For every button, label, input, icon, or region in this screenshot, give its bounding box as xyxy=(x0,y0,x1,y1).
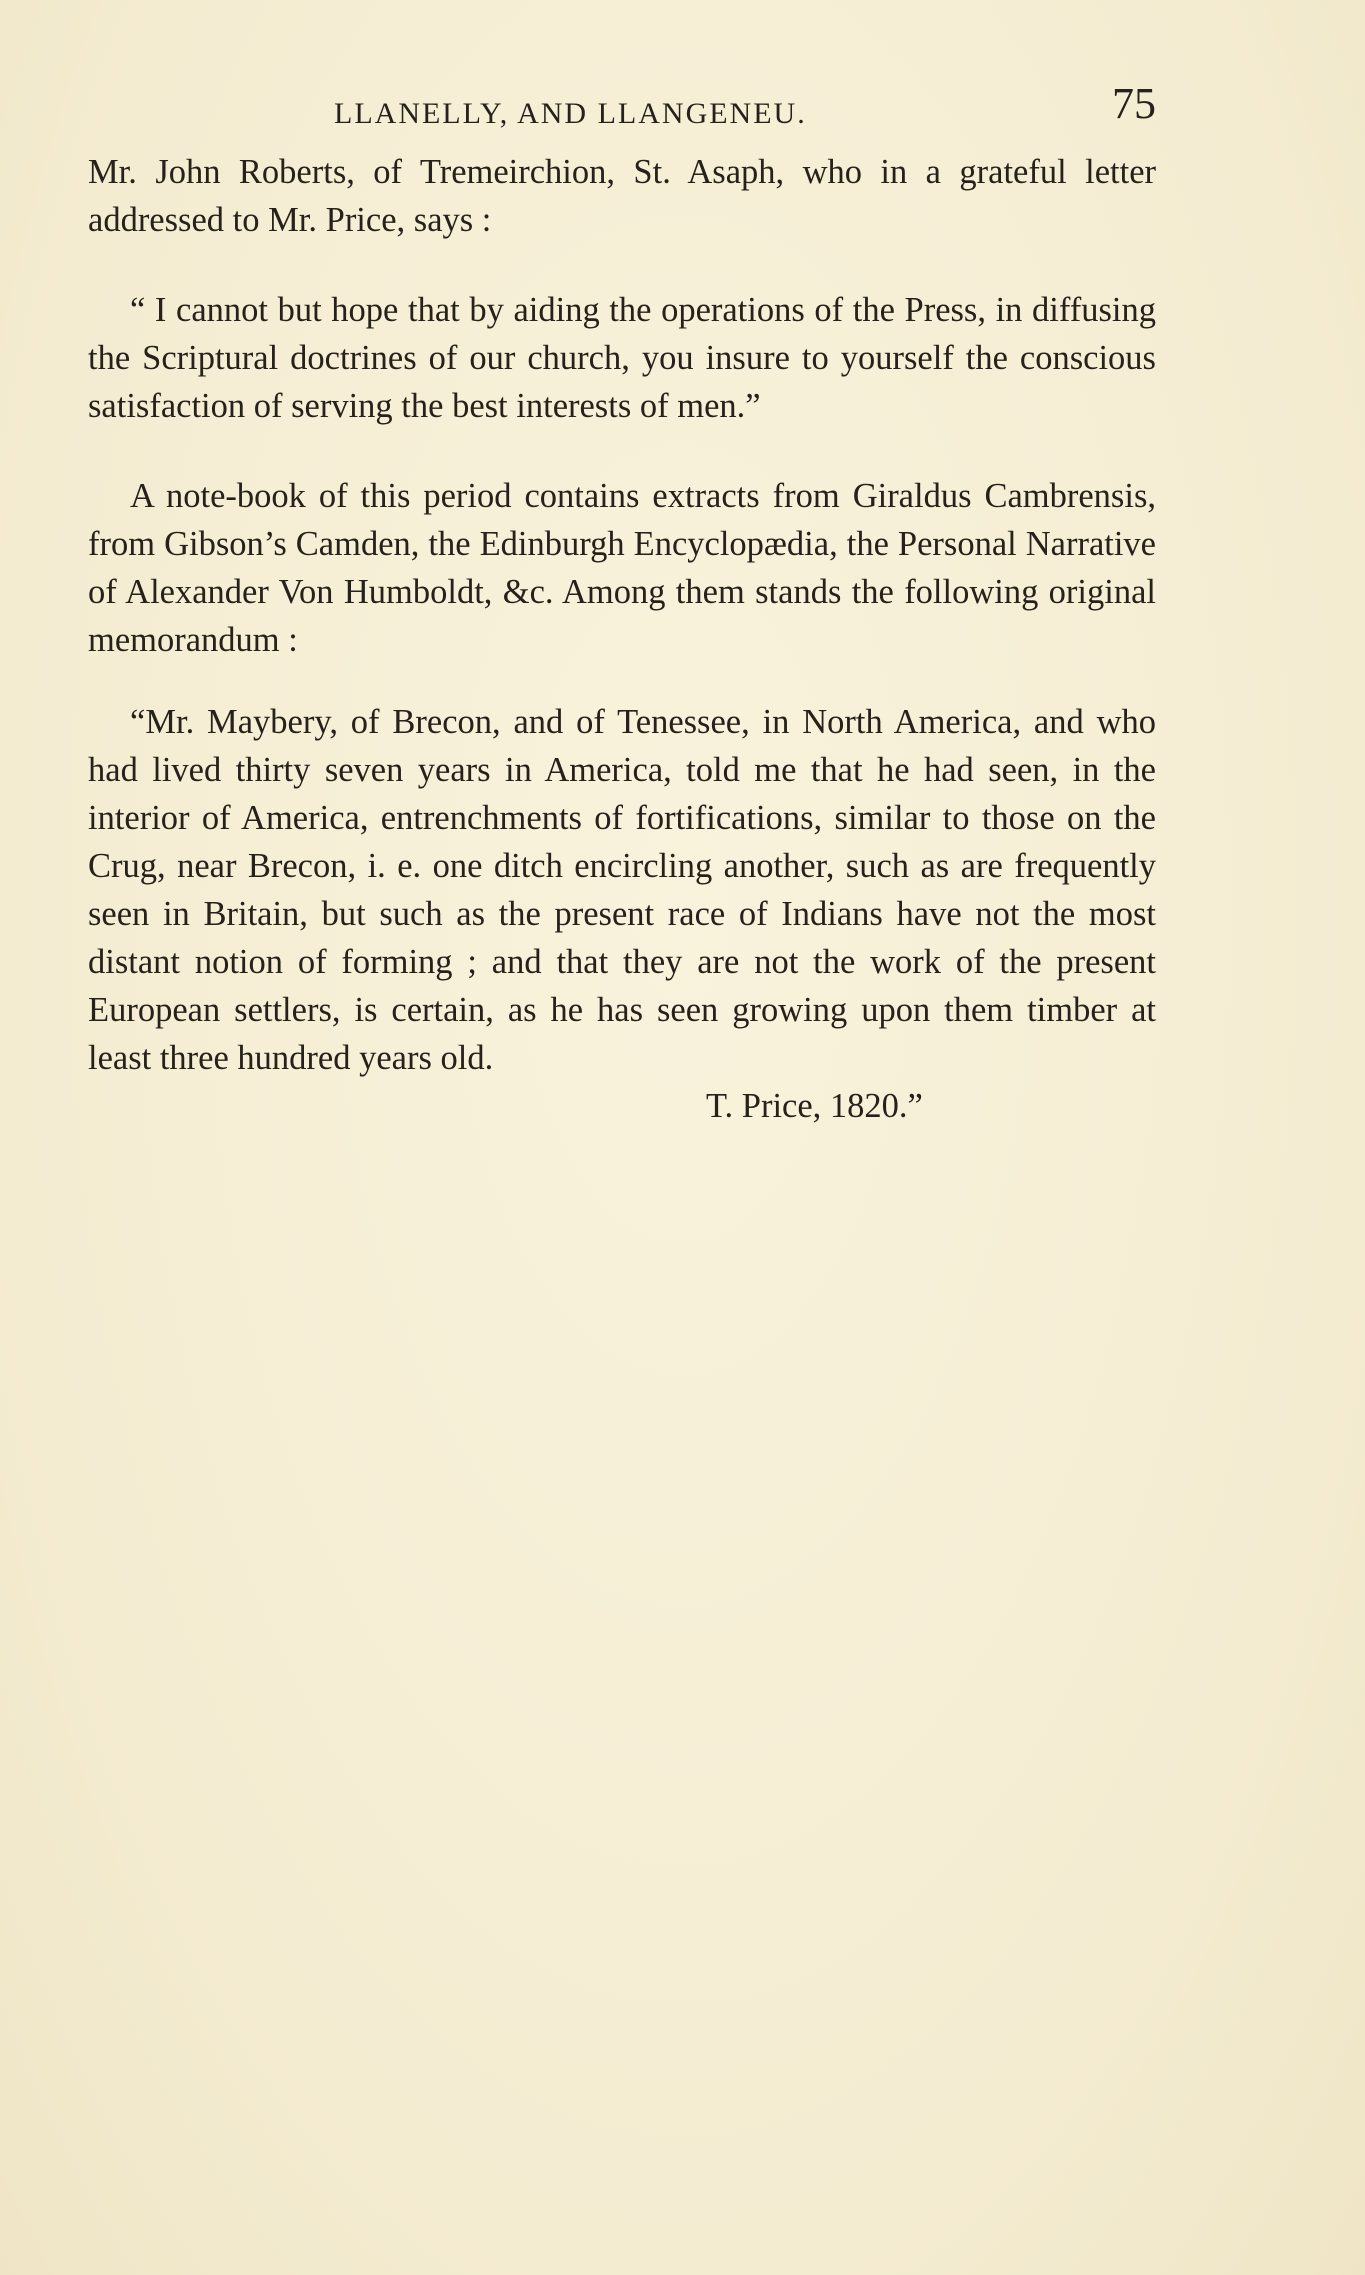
page-text-block xyxy=(88,79,1156,1130)
paragraph-note-book: A note-book of this period contains extracts from Giraldus Cambrensis, from Gibson’s Camden, the Edinburgh Encyclopædia, the Personal Narrative of Alexander Von Humboldt, &c. Among them stands the following original memorandum : xyxy=(88,477,1156,659)
page-number: 75 xyxy=(1112,79,1156,128)
quote-roberts-letter: “ I cannot but hope that by aiding the operations of the Press, in diffusing the Scriptural doctrines of our church, you insure to yourself the conscious satisfaction of serving the best interests of men.” xyxy=(88,291,1156,425)
running-head xyxy=(88,79,1156,146)
running-title: LLANELLY, AND LLANGENEU. xyxy=(334,97,807,130)
quote-signature: T. Price, 1820.” xyxy=(706,1087,923,1125)
quote-maybery-memorandum: “Mr. Maybery, of Brecon, and of Tenessee, in North America, and who had lived thirty seven years in America, told me that he had seen, in the interior of America, entrenchments of fortifications, similar to those on the Crug, near Brecon, i. e. one ditch encircling another, such as are frequently seen in Britain, but such as the present race of Indians have not the most distant notion of forming ; and that they are not the work of the present European settlers, is certain, as he has seen growing upon them timber at least three hundred years old. xyxy=(88,703,1156,1077)
paragraph-roberts: Mr. John Roberts, of Tremeirchion, St. Asaph, who in a grateful letter addressed to Mr. Price, says : xyxy=(88,153,1156,239)
